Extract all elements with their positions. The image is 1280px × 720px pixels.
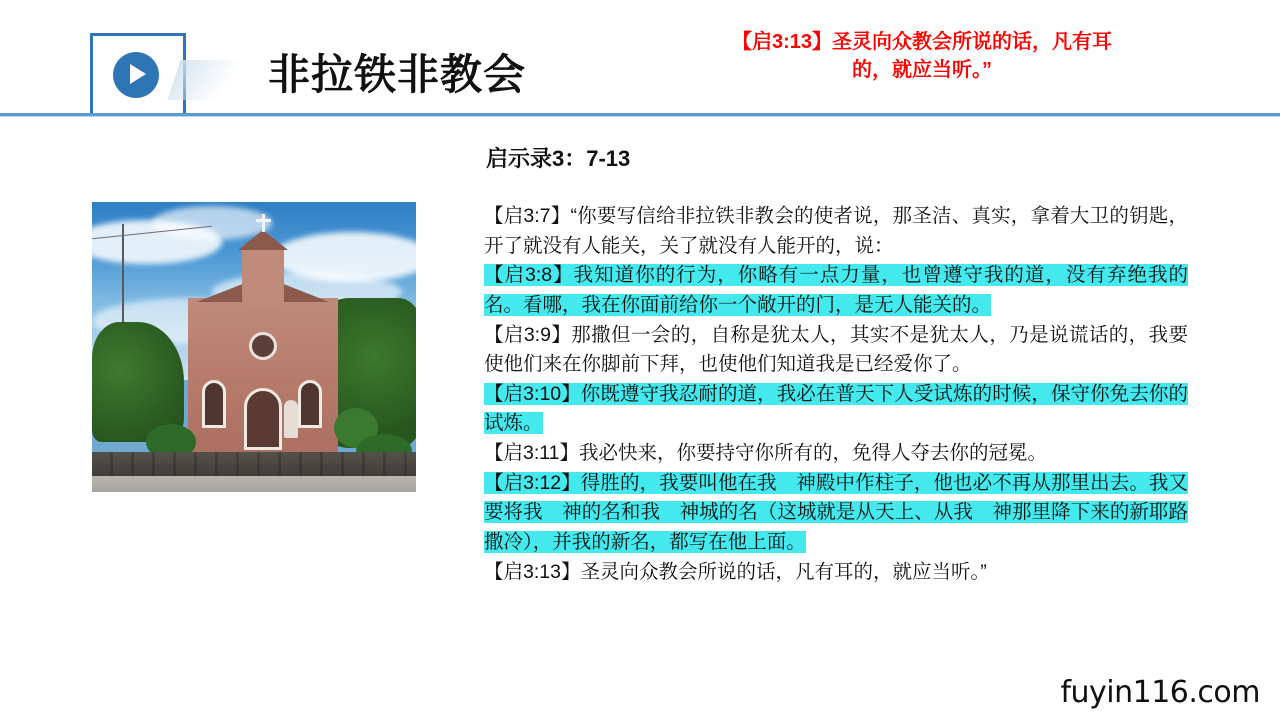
rose-window bbox=[249, 332, 277, 360]
verse-text-highlighted: 【启3:8】我知道你的行为，你略有一点力量，也曾遵守我的道，没有弃绝我的名。看哪，我在你面前给你一个敞开的门，是无人能关的。 bbox=[484, 264, 1188, 316]
verse-text-highlighted: 【启3:10】你既遵守我忍耐的道，我必在普天下人受试炼的时候，保守你免去你的试炼。 bbox=[484, 382, 1188, 435]
verse-text: 【启3:13】圣灵向众教会所说的话，凡有耳的，就应当听。” bbox=[484, 560, 987, 583]
cloud-shape bbox=[152, 206, 272, 240]
church-door bbox=[244, 388, 282, 450]
cross-icon bbox=[256, 219, 271, 222]
scripture-body bbox=[484, 202, 1188, 587]
play-triangle-icon bbox=[130, 64, 146, 84]
church-window bbox=[202, 380, 226, 428]
verse-text: 【启3:11】我必快来，你要持守你所有的，免得人夺去你的冠冕。 bbox=[484, 442, 1048, 464]
scripture-reference-heading: 启示录3：7-13 bbox=[486, 146, 631, 171]
logo-swoosh-decoration bbox=[168, 60, 251, 100]
verse-line bbox=[484, 439, 1188, 469]
verse-line bbox=[484, 469, 1188, 558]
verse-line bbox=[484, 202, 1188, 261]
header-divider-thin bbox=[0, 116, 1280, 117]
church-window bbox=[298, 380, 322, 428]
church-photo bbox=[92, 202, 416, 492]
verse-text: 【启3:7】“你要写信给非拉铁非教会的使者说，那圣洁、真实，拿着大卫的钥匙，开了就没有人能关，关了就没有人能开的，说： bbox=[484, 205, 1188, 257]
verse-line bbox=[484, 261, 1188, 320]
statue bbox=[284, 400, 298, 438]
verse-line bbox=[484, 558, 1188, 588]
pavement bbox=[92, 476, 416, 492]
page-title: 非拉铁非教会 bbox=[268, 51, 527, 98]
site-watermark: fuyin116.com bbox=[1060, 675, 1260, 710]
header-verse-banner: 【启3:13】圣灵向众教会所说的话，凡有耳的，就应当听。” bbox=[731, 31, 1113, 82]
verse-text-highlighted: 【启3:12】得胜的，我要叫他在我 神殿中作柱子，他也必不再从那里出去。我又要将我 神的名和我 神城的名（这城就是从天上、从我 神那里降下来的新耶路撒冷），并我的新名，都写在他上面。 bbox=[484, 471, 1188, 553]
verse-line bbox=[484, 380, 1188, 439]
cross-icon bbox=[262, 214, 265, 232]
verse-line bbox=[484, 321, 1188, 380]
church-tower bbox=[242, 246, 284, 310]
verse-text: 【启3:9】那撒但一会的，自称是犹太人，其实不是犹太人，乃是说谎话的，我要使他们来在你脚前下拜，也使他们知道我是已经爱你了。 bbox=[484, 323, 1188, 376]
